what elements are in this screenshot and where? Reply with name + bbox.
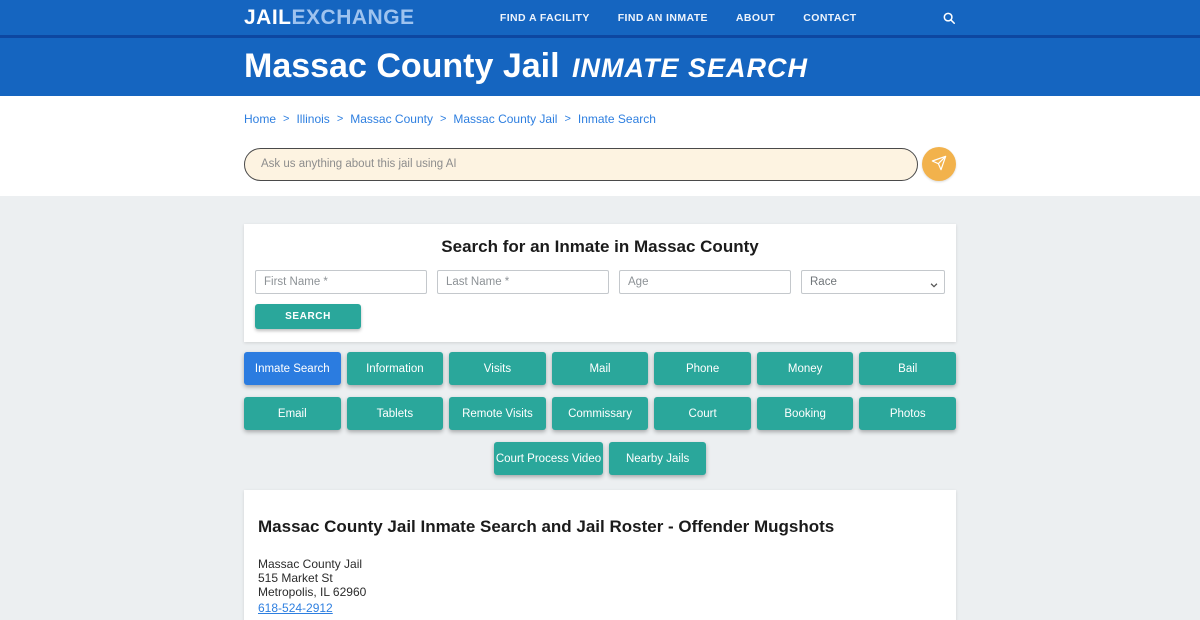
section-nav-button[interactable]: Information — [347, 352, 444, 385]
breadcrumb-link[interactable]: Home — [244, 112, 277, 126]
last-name-input[interactable] — [437, 270, 609, 294]
page-banner — [0, 38, 1200, 96]
page-title: Massac County Jail — [244, 47, 560, 85]
breadcrumb-separator: > — [283, 113, 290, 125]
breadcrumb-link[interactable]: Inmate Search — [577, 112, 656, 126]
send-paper-plane-icon — [931, 155, 947, 174]
breadcrumb-separator: > — [564, 113, 571, 125]
jail-info-card — [244, 490, 956, 620]
top-nav-link[interactable]: ABOUT — [735, 11, 776, 24]
section-nav-buttons — [244, 352, 956, 475]
section-nav-button[interactable]: Court Process Video — [494, 442, 603, 475]
logo-part-jail: JAIL — [244, 5, 292, 29]
first-name-input[interactable] — [255, 270, 427, 294]
search-icon[interactable] — [942, 11, 956, 25]
section-nav-button[interactable]: Court — [654, 397, 751, 430]
logo-part-exchange: EXCHANGE — [291, 5, 415, 29]
search-card-title: Search for an Inmate in Massac County — [441, 237, 759, 256]
breadcrumb-link[interactable]: Massac County — [350, 112, 433, 126]
section-nav-button[interactable]: Mail — [552, 352, 649, 385]
search-form-row — [255, 270, 945, 294]
main-content-area — [0, 196, 1200, 620]
top-nav-link[interactable]: FIND A FACILITY — [499, 11, 590, 24]
nav-button-row-1 — [244, 352, 956, 385]
nav-button-row-3 — [244, 442, 956, 475]
jail-address-block — [258, 558, 942, 599]
top-nav-link[interactable]: CONTACT — [803, 11, 857, 24]
address-line: 515 Market St — [258, 570, 333, 585]
inmate-search-card — [244, 224, 956, 342]
breadcrumb-link[interactable]: Illinois — [296, 112, 330, 126]
section-nav-button[interactable]: Inmate Search — [244, 352, 341, 385]
section-nav-button[interactable]: Tablets — [347, 397, 444, 430]
address-line: Metropolis, IL 62960 — [258, 584, 367, 599]
breadcrumb — [244, 112, 956, 126]
search-button[interactable]: SEARCH — [255, 304, 361, 329]
top-nav-link[interactable]: FIND AN INMATE — [617, 11, 708, 24]
nav-button-row-2 — [244, 397, 956, 430]
section-nav-button[interactable]: Bail — [859, 352, 956, 385]
section-nav-button[interactable]: Remote Visits — [449, 397, 546, 430]
section-nav-button[interactable]: Email — [244, 397, 341, 430]
breadcrumb-separator: > — [336, 113, 344, 125]
address-line: Massac County Jail — [258, 557, 363, 571]
top-navigation — [500, 12, 857, 24]
age-input[interactable] — [619, 270, 791, 294]
ai-send-button[interactable] — [922, 147, 956, 181]
section-nav-button[interactable]: Photos — [859, 397, 956, 430]
page-subtitle: INMATE SEARCH — [572, 53, 809, 83]
section-nav-button[interactable]: Nearby Jails — [609, 442, 706, 475]
section-nav-button[interactable]: Money — [757, 352, 854, 385]
ai-question-input[interactable] — [244, 148, 918, 181]
section-nav-button[interactable]: Visits — [449, 352, 546, 385]
phone-link[interactable]: 618-524-2912 — [258, 601, 333, 616]
race-select-wrap — [801, 270, 945, 294]
section-nav-button[interactable]: Phone — [654, 352, 751, 385]
breadcrumb-ai-section — [0, 96, 1200, 196]
race-select[interactable] — [801, 270, 945, 294]
breadcrumb-separator: > — [439, 113, 447, 125]
jailexchange-logo[interactable] — [244, 6, 415, 30]
section-nav-button[interactable]: Commissary — [552, 397, 649, 430]
top-header-bar — [0, 0, 1200, 38]
section-nav-button[interactable]: Booking — [757, 397, 854, 430]
info-card-heading: Massac County Jail Inmate Search and Jail Roster - Offender Mugshots — [258, 517, 835, 536]
breadcrumb-link[interactable]: Massac County Jail — [453, 112, 558, 126]
